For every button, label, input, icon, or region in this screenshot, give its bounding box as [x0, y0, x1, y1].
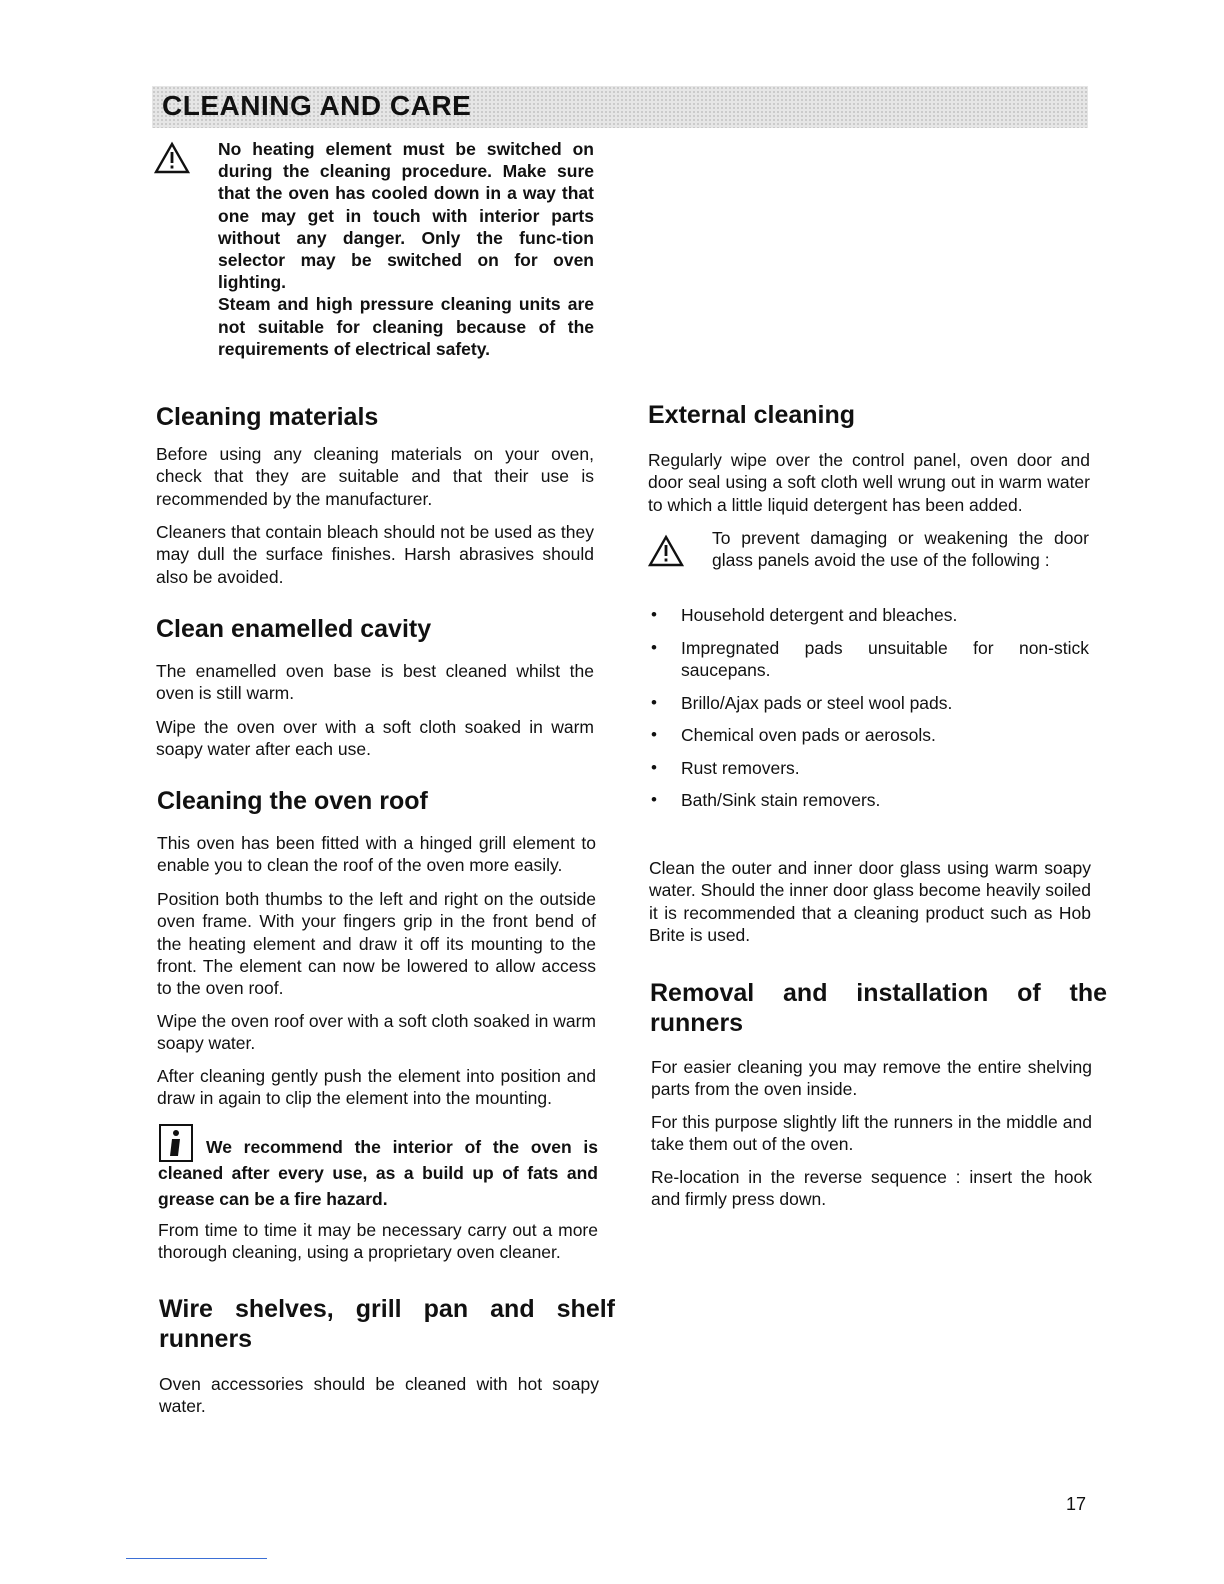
paragraph: This oven has been fitted with a hinged grill element to enable you to clean the roof of the oven more easily. [157, 833, 596, 876]
paragraph: Cleaners that contain bleach should not be used as they may dull the surface finishes. Harsh abrasives should also be avoided. [156, 522, 594, 587]
heading-enamelled-cavity: Clean enamelled cavity [156, 615, 432, 643]
paragraph: Oven accessories should be cleaned with hot soapy water. [159, 1374, 599, 1417]
info-note: We recommend the interior of the oven is cleaned after every use, as a build up of fats and grease can be a fire hazard. [158, 1137, 598, 1209]
divider [126, 1558, 267, 1559]
heading-cleaning-materials: Cleaning materials [156, 403, 379, 431]
list-item: • Impregnated pads unsuitable for non-stick saucepans. [651, 638, 1089, 681]
door-glass-warning: To prevent damaging or weakening the door glass panels avoid the use of the following : [712, 528, 1089, 571]
list-item: • Bath/Sink stain removers. [651, 790, 881, 810]
paragraph: Before using any cleaning materials on your oven, check that they are suitable and that their use is recommended by the manufacturer. [156, 444, 594, 509]
warning-triangle-icon [648, 534, 684, 568]
safety-warning-paragraph: No heating element must be switched on during the cleaning procedure. Make sure that the oven has cooled down in a way that one may get in touch with interior parts without any danger. Only the func-tion selector may be switched on for oven lighting. [218, 139, 594, 293]
heading-runners: Removal and installation of the runners [650, 979, 1107, 1037]
list-item: • Brillo/Ajax pads or steel wool pads. [651, 693, 953, 713]
paragraph: Wipe the oven roof over with a soft cloth soaked in warm soapy water. [157, 1011, 596, 1054]
safety-warning [218, 138, 594, 360]
paragraph: Position both thumbs to the left and right on the outside oven frame. With your fingers grip in the front bend of the heating element and draw it off its mounting to the front. The element can now be lowered to allow access to the oven roof. [157, 889, 596, 999]
warning-triangle-icon [154, 141, 190, 175]
paragraph: From time to time it may be necessary carry out a more thorough cleaning, using a proprietary oven cleaner. [158, 1220, 598, 1263]
heading-external-cleaning: External cleaning [648, 401, 856, 429]
paragraph: For easier cleaning you may remove the entire shelving parts from the oven inside. [651, 1057, 1092, 1100]
paragraph: The enamelled oven base is best cleaned whilst the oven is still warm. [156, 661, 594, 704]
heading-oven-roof: Cleaning the oven roof [157, 787, 428, 815]
list-item: • Rust removers. [651, 758, 800, 778]
safety-warning-paragraph: Steam and high pressure cleaning units are not suitable for cleaning because of the requirements of electrical safety. [218, 294, 594, 359]
header-banner [152, 86, 1088, 128]
paragraph: Clean the outer and inner door glass using warm soapy water. Should the inner door glass become heavily soiled it is recommended that a cleaning product such as Hob Brite is used. [649, 858, 1091, 945]
list-item: • Household detergent and bleaches. [651, 605, 958, 625]
paragraph: After cleaning gently push the element into position and draw in again to clip the element into the mounting. [157, 1066, 596, 1109]
paragraph: For this purpose slightly lift the runners in the middle and take them out of the oven. [651, 1112, 1092, 1155]
page-title: CLEANING AND CARE [162, 90, 472, 121]
paragraph: Regularly wipe over the control panel, oven door and door seal using a soft cloth well wrung out in warm water to which a little liquid detergent has been added. [648, 450, 1090, 515]
list-item: • Chemical oven pads or aerosols. [651, 725, 936, 745]
paragraph: Re-location in the reverse sequence : insert the hook and firmly press down. [651, 1167, 1092, 1210]
heading-wire-shelves: Wire shelves, grill pan and shelf runners [159, 1295, 615, 1353]
paragraph: Wipe the oven over with a soft cloth soaked in warm soapy water after each use. [156, 717, 594, 760]
page-number: 17 [1066, 1494, 1087, 1514]
